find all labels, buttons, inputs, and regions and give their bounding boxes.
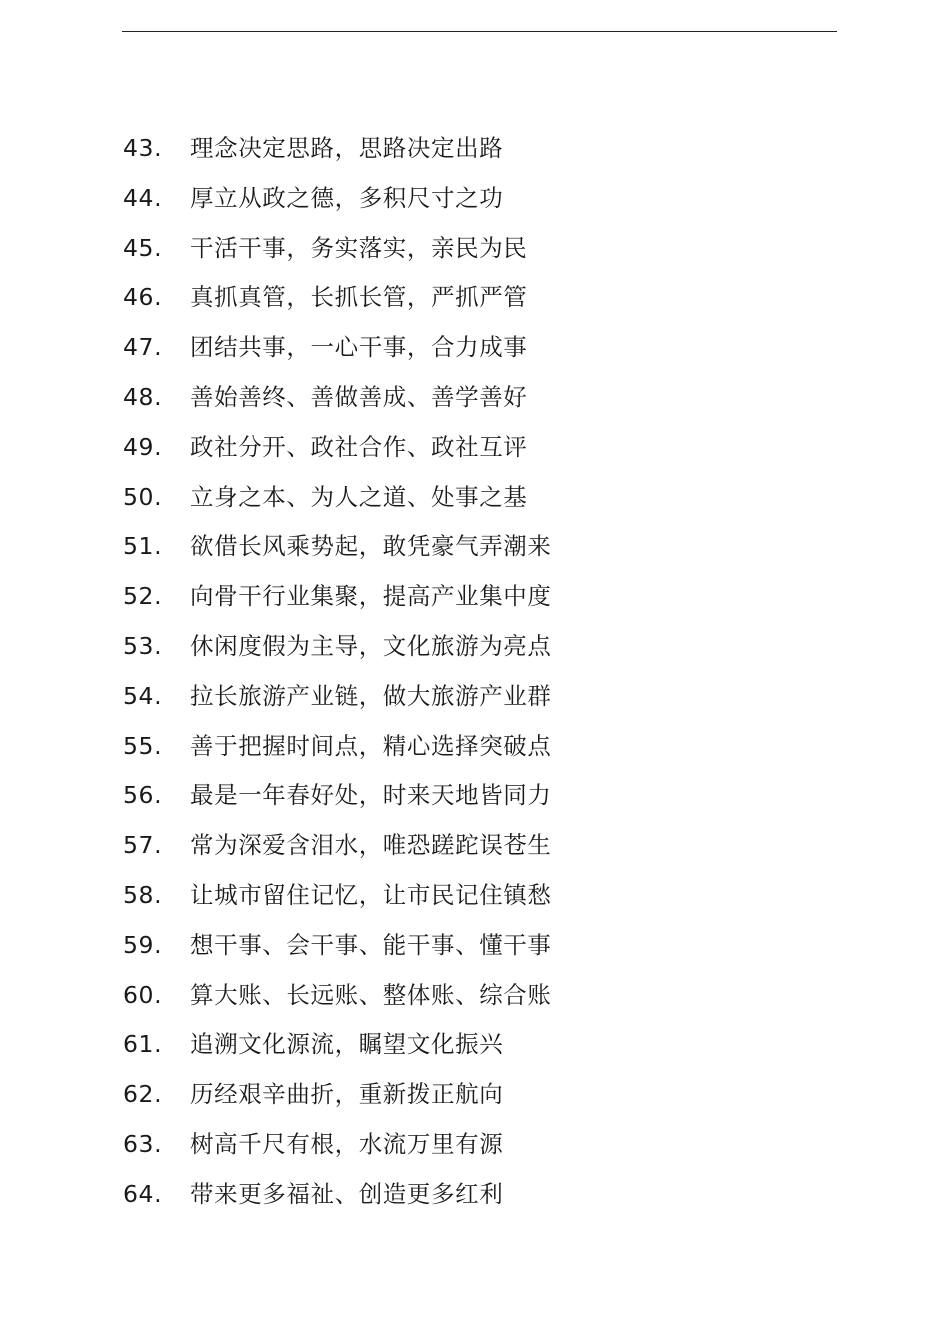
list-item — [0, 123, 950, 173]
list-item — [0, 621, 950, 671]
item-number: 43. — [123, 134, 163, 162]
item-text: 政社分开、政社合作、政社互评 — [190, 432, 528, 461]
item-number: 52. — [123, 582, 163, 611]
list-item — [0, 173, 950, 223]
list-item — [0, 671, 950, 721]
item-text: 理念决定思路，思路决定出路 — [190, 134, 504, 162]
list-item — [0, 372, 950, 422]
item-number: 53. — [123, 631, 163, 660]
item-text: 真抓真管，长抓长管，严抓严管 — [190, 283, 528, 312]
list-item — [0, 770, 950, 820]
item-number: 44. — [123, 183, 163, 212]
list-item — [0, 820, 950, 870]
item-text: 让城市留住记忆，让市民记住镇愁 — [190, 880, 552, 909]
item-text: 拉长旅游产业链，做大旅游产业群 — [190, 681, 552, 710]
item-text: 善于把握时间点，精心选择突破点 — [190, 731, 552, 760]
header-rule — [122, 31, 837, 32]
list-item — [0, 223, 950, 273]
list-item — [0, 521, 950, 571]
item-number: 46. — [123, 283, 163, 312]
item-number: 58. — [123, 880, 163, 909]
item-number: 48. — [123, 382, 163, 411]
list-item — [0, 422, 950, 472]
item-text: 追溯文化源流，瞩望文化振兴 — [190, 1030, 504, 1059]
phrase-list — [0, 123, 950, 1219]
item-number: 61. — [123, 1030, 163, 1059]
item-number: 50. — [123, 482, 163, 511]
item-text: 最是一年春好处，时来天地皆同力 — [190, 781, 552, 810]
list-item — [0, 272, 950, 322]
item-text: 团结共事，一心干事，合力成事 — [190, 333, 528, 362]
list-item — [0, 1119, 950, 1169]
list-item — [0, 472, 950, 522]
item-text: 历经艰辛曲折，重新拨正航向 — [190, 1080, 504, 1109]
item-text: 欲借长风乘势起，敢凭豪气弄潮来 — [190, 532, 552, 561]
list-item — [0, 571, 950, 621]
list-item — [0, 920, 950, 970]
item-number: 64. — [123, 1179, 163, 1208]
item-number: 62. — [123, 1080, 163, 1109]
item-text: 向骨干行业集聚，提高产业集中度 — [190, 582, 552, 611]
item-number: 60. — [123, 980, 163, 1009]
list-item — [0, 1169, 950, 1219]
item-text: 厚立从政之德，多积尺寸之功 — [190, 183, 504, 212]
item-text: 树高千尺有根，水流万里有源 — [190, 1129, 504, 1158]
list-item — [0, 322, 950, 372]
item-number: 45. — [123, 233, 163, 262]
item-text: 善始善终、善做善成、善学善好 — [190, 382, 528, 411]
item-number: 56. — [123, 781, 163, 810]
item-text: 带来更多福祉、创造更多红利 — [190, 1179, 504, 1208]
list-item — [0, 870, 950, 920]
list-item — [0, 721, 950, 771]
item-text: 休闲度假为主导，文化旅游为亮点 — [190, 631, 552, 660]
item-number: 54. — [123, 681, 163, 710]
item-number: 47. — [123, 333, 163, 362]
list-item — [0, 970, 950, 1020]
item-number: 59. — [123, 930, 163, 959]
list-item — [0, 1019, 950, 1069]
list-item — [0, 1069, 950, 1119]
item-number: 63. — [123, 1129, 163, 1158]
item-text: 常为深爱含泪水，唯恐蹉跎误苍生 — [190, 831, 552, 860]
item-text: 立身之本、为人之道、处事之基 — [190, 482, 528, 511]
item-text: 算大账、长远账、整体账、综合账 — [190, 980, 552, 1009]
item-number: 49. — [123, 432, 163, 461]
item-number: 55. — [123, 731, 163, 760]
item-text: 想干事、会干事、能干事、懂干事 — [190, 930, 552, 959]
item-number: 57. — [123, 831, 163, 860]
item-text: 干活干事，务实落实，亲民为民 — [190, 233, 528, 262]
item-number: 51. — [123, 532, 163, 561]
